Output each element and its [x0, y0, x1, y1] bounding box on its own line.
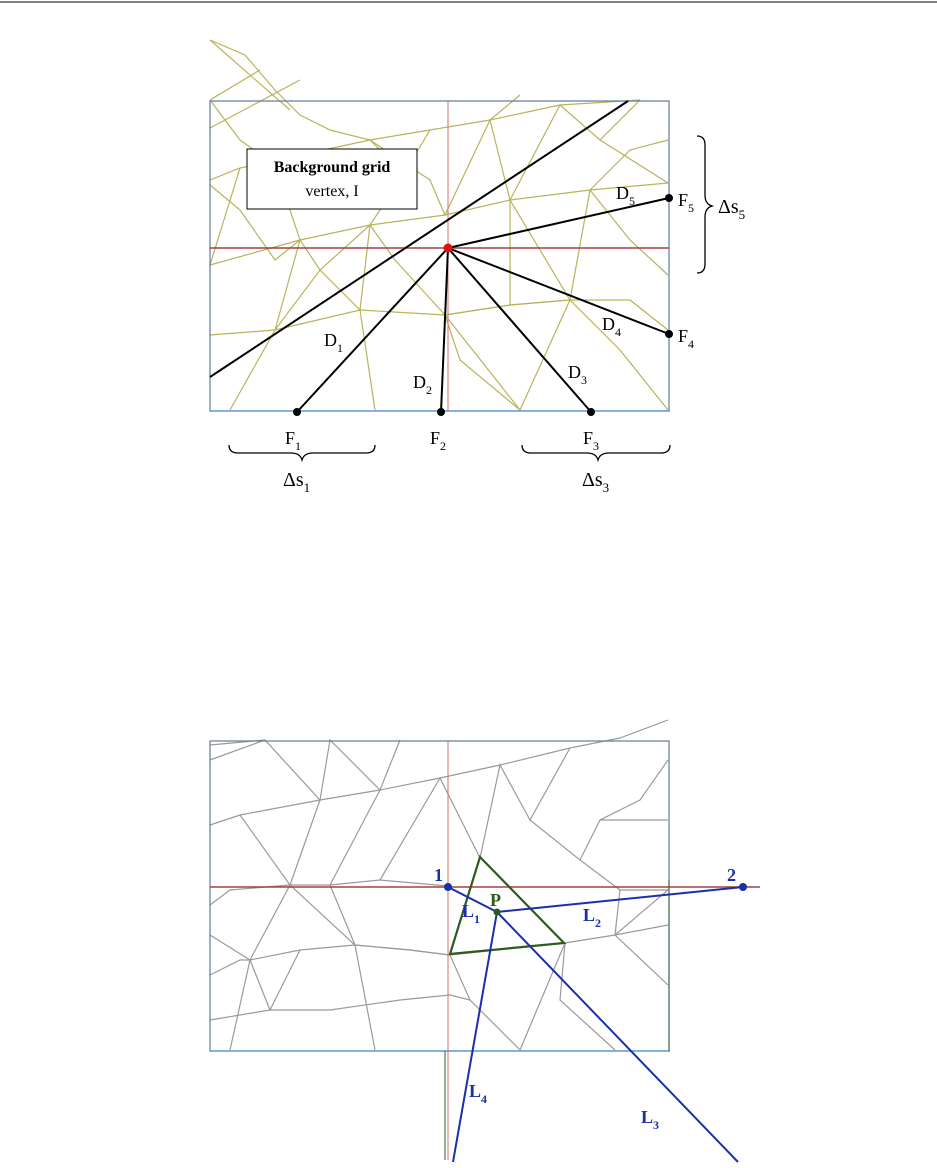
figure-2: [210, 720, 760, 1162]
label-d1: $D_1$: [324, 330, 343, 355]
label-box-line-1: Background grid: [273, 159, 391, 176]
ray-d2: [441, 248, 448, 412]
label-delta-s1: $\Delta s_1$: [283, 469, 311, 495]
label-point-1: 1: [434, 865, 443, 885]
brace-s5: [697, 136, 712, 273]
label-box: [247, 149, 417, 209]
label-box-line-2: vertex, I: [305, 183, 359, 200]
face-point-f4: [665, 330, 673, 338]
figure-2-mesh: [210, 720, 668, 1050]
label-l2: $L_2$: [583, 905, 602, 930]
figure-1: [210, 40, 745, 495]
label-f5: $F_5$: [678, 190, 695, 215]
line-l4: [453, 912, 497, 1162]
ray-d5: [448, 198, 669, 248]
figure-2-frame: [210, 741, 669, 1051]
label-delta-s3: $\Delta s_3$: [582, 469, 610, 495]
background-grid-vertex: [444, 244, 453, 253]
label-point-2: 2: [727, 865, 736, 885]
point-1: [444, 883, 452, 891]
label-f2: $F_2$: [430, 428, 447, 453]
label-d5: $D_5$: [616, 183, 635, 208]
line-l3: [497, 912, 738, 1162]
face-point-f3: [587, 408, 595, 416]
brace-s1: [229, 445, 375, 460]
ray-d3: [448, 248, 591, 412]
label-point-p: P: [490, 890, 501, 910]
label-f1: $F_1$: [285, 428, 302, 453]
face-point-f2: [437, 408, 445, 416]
label-f4: $F_4$: [678, 326, 695, 351]
ray-d4: [448, 248, 669, 334]
long-ray: [210, 101, 628, 377]
label-d4: $D_4$: [602, 314, 621, 339]
label-l3: $L_3$: [641, 1107, 660, 1132]
label-l4: $L_4$: [469, 1081, 488, 1106]
point-2: [739, 883, 747, 891]
label-delta-s5: $\Delta s_5$: [718, 196, 746, 222]
label-f3: $F_3$: [583, 428, 600, 453]
face-point-f1: [293, 408, 301, 416]
label-l1: $L_1$: [462, 901, 481, 926]
label-d2: $D_2$: [413, 372, 432, 397]
label-d3: $D_3$: [568, 362, 587, 387]
face-point-f5: [665, 194, 673, 202]
